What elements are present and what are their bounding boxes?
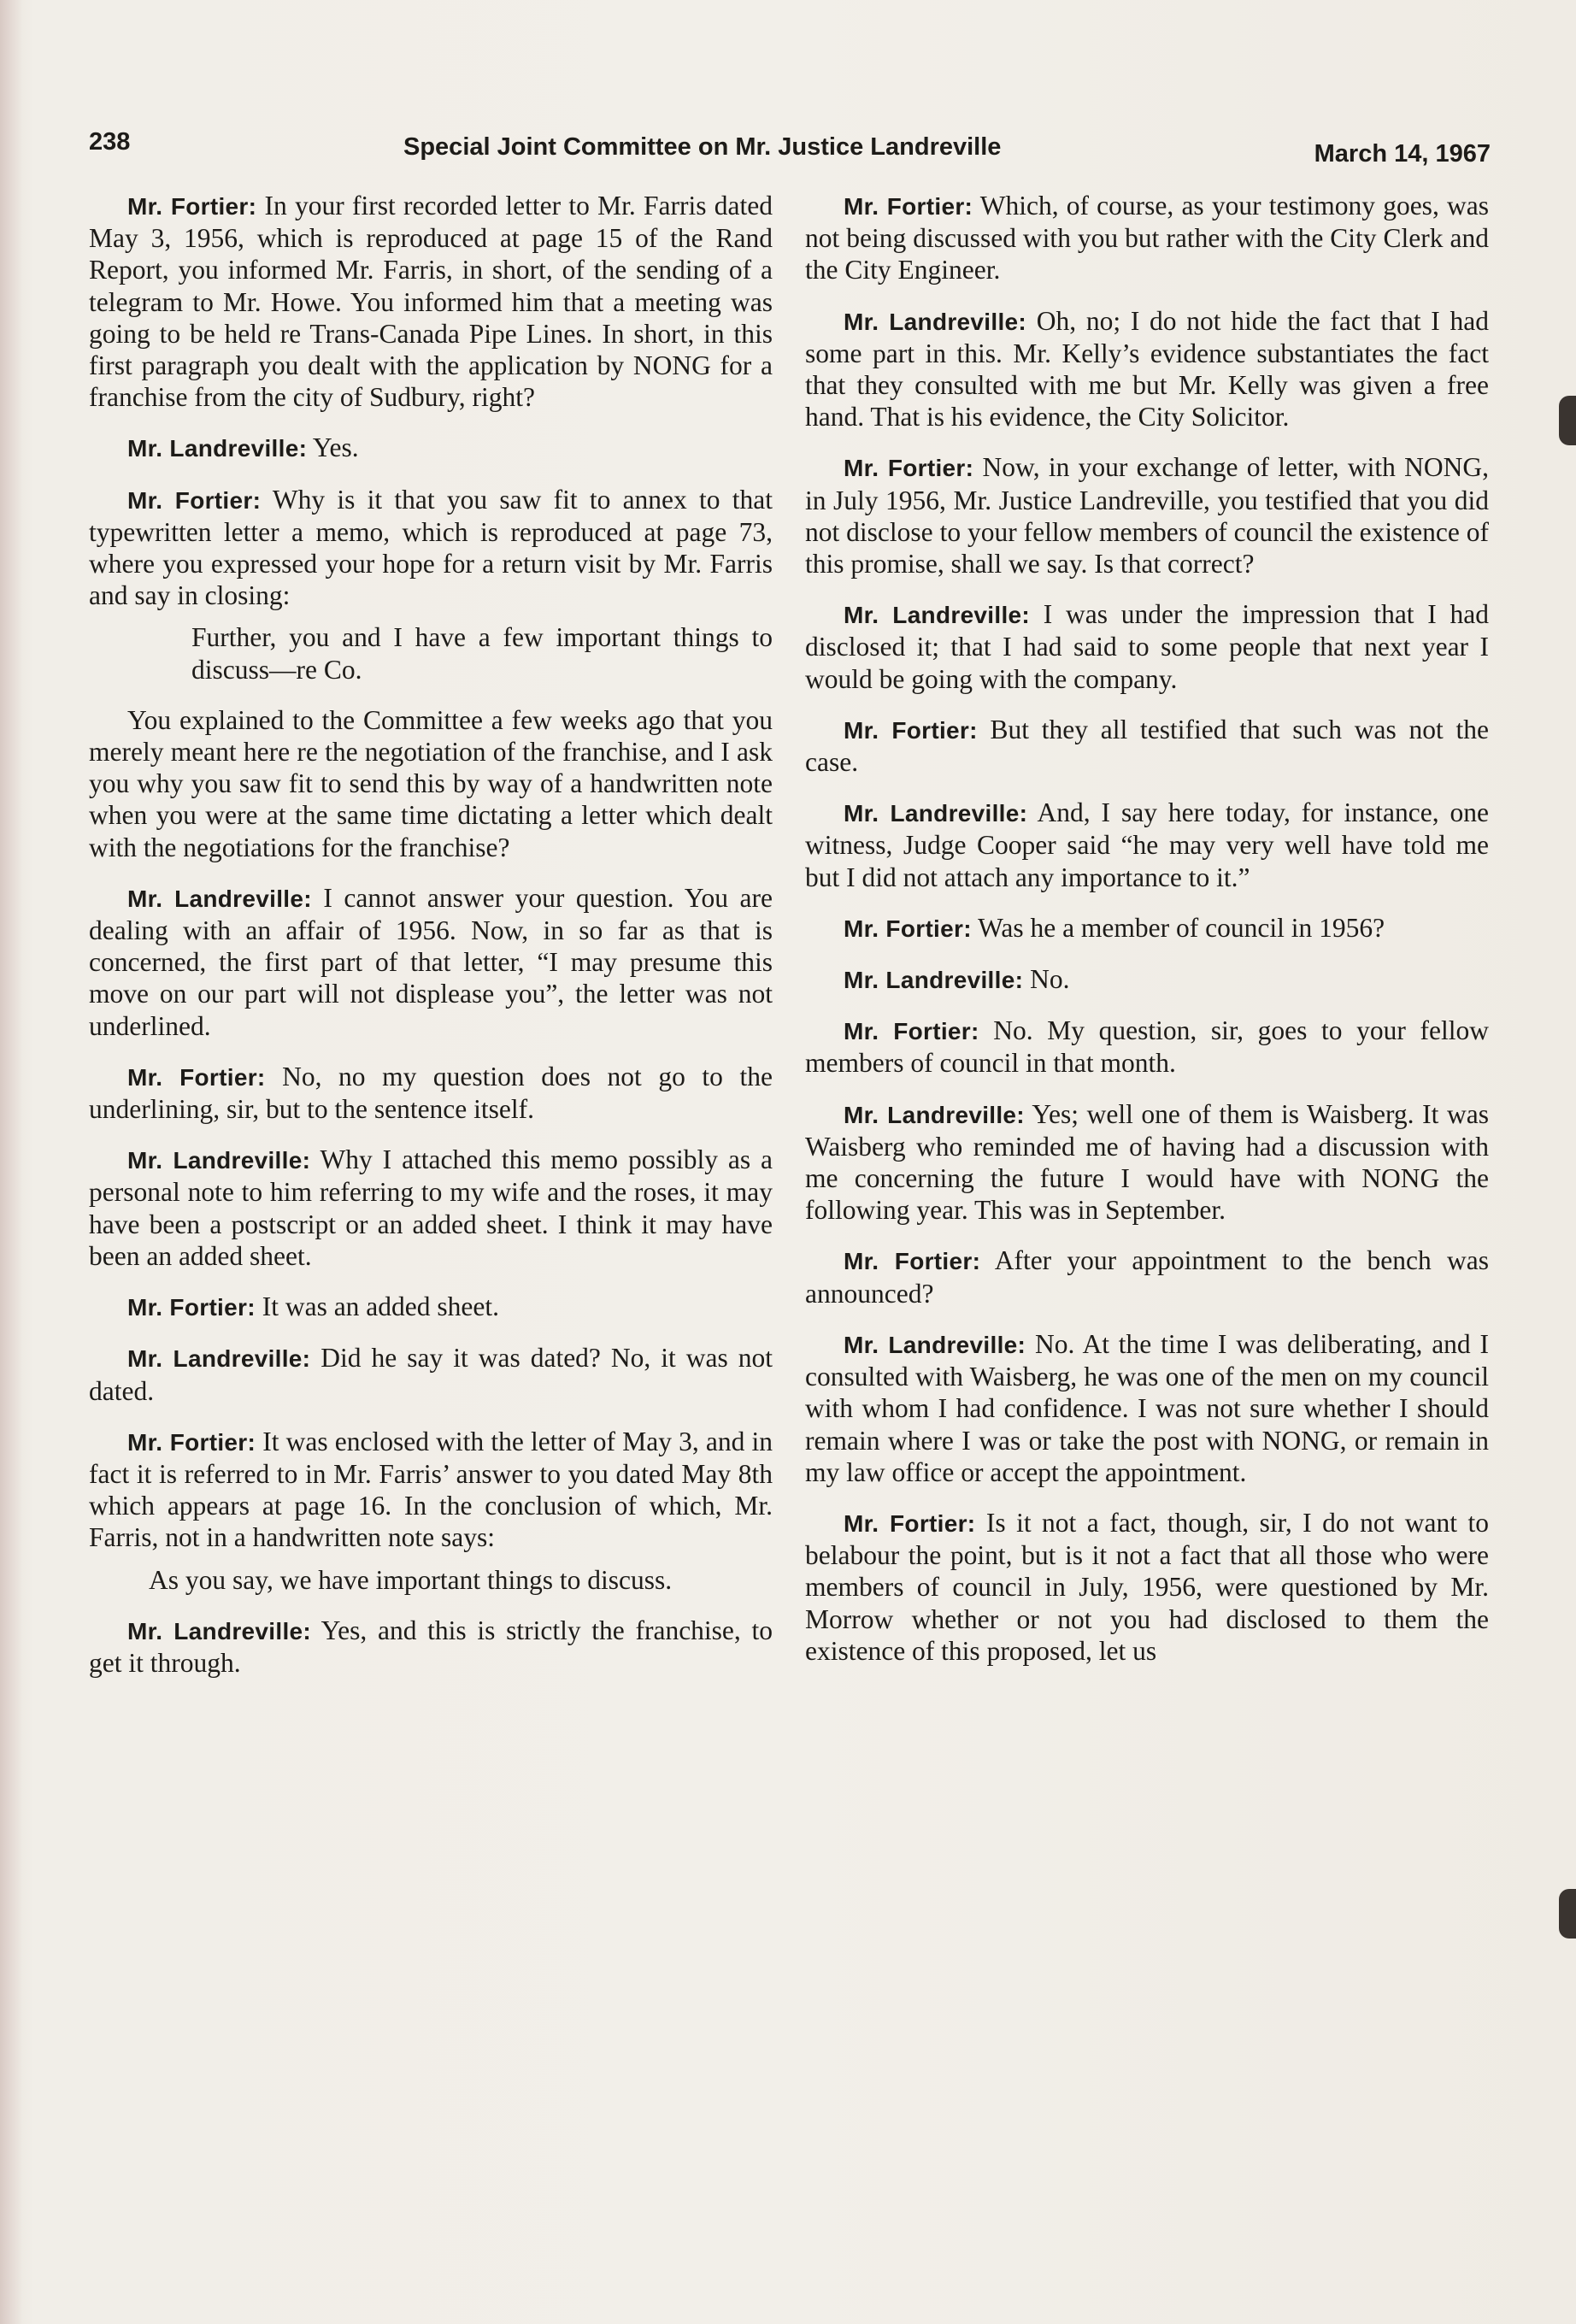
paragraph-text: It was an added sheet. — [255, 1291, 499, 1322]
paragraph-text: It was enclosed with the letter of May 3, and in fact it is referred to in Mr. Farris’ answer to you dated May 8th which appears at page 16. In the conclusion of which, Mr. Farris, not in a handwritten note says: — [89, 1426, 773, 1553]
binder-clip-bottom — [1559, 1889, 1576, 1939]
paragraph-text: Oh, no; I do not hide the fact that I had some part in this. Mr. Kelly’s evidence substantiates the fact that they consulted with me but Mr. Kelly was given a free hand. That is his evidence, the City Solicitor. — [805, 305, 1489, 432]
paragraph — [805, 305, 1489, 433]
paragraph — [89, 1342, 773, 1406]
paragraph-text: I cannot answer your question. You are dealing with an affair of 1956. Now, in so far as that is concerned, the first part of that letter, “I may presume this move on our part will not displease you”, the letter was not underlined. — [89, 882, 773, 1041]
running-title: Special Joint Committee on Mr. Justice Landreville — [403, 133, 1002, 161]
speaker-label: Mr. Fortier: — [127, 193, 257, 220]
block-quote — [89, 1564, 773, 1596]
paragraph — [805, 1244, 1489, 1309]
paragraph-text: No. At the time I was deliberating, and I consulted with Waisberg, he was one of the men on my council with whom I had confidence. I was not sure whether I should remain where I was or take the post with NONG, or remain in my law office or accept the appointment. — [805, 1328, 1489, 1487]
paragraph-text: Which, of course, as your testimony goes, was not being discussed with you but rather with the City Clerk and the City Engineer. — [805, 191, 1489, 285]
paragraph-text: Yes. — [307, 432, 359, 463]
left-column — [89, 190, 773, 1697]
speaker-label: Mr. Fortier: — [844, 1509, 976, 1537]
paragraph-text: No. My question, sir, goes to your fellow members of council in that month. — [805, 1015, 1489, 1079]
paragraph — [805, 912, 1489, 944]
speaker-label: Mr. Fortier: — [844, 915, 972, 942]
paragraph-text: Yes, and this is strictly the franchise, to get it through. — [89, 1615, 773, 1678]
paragraph — [805, 714, 1489, 778]
speaker-label: Mr. Landreville: — [844, 602, 1031, 629]
speaker-label: Mr. Landreville: — [844, 1101, 1025, 1128]
binding-edge — [0, 0, 22, 2324]
speaker-label: Mr. Fortier: — [127, 1063, 266, 1091]
paragraph — [805, 190, 1489, 286]
paragraph — [89, 432, 773, 464]
binder-clip-top — [1559, 396, 1576, 445]
paragraph — [805, 1328, 1489, 1488]
speaker-label: Mr. Fortier: — [127, 1428, 256, 1456]
paragraph-text: Is it not a fact, though, sir, I do not want to belabour the point, but is it not a fact that all those who were members of council in July, 1956, were questioned by Mr. Morrow whether or not you had disclosed to them the existence of this proposed, let us — [805, 1507, 1489, 1666]
quote-text: As you say, we have important things to discuss. — [149, 1564, 673, 1595]
speaker-label: Mr. Landreville: — [844, 967, 1024, 994]
speaker-label: Mr. Fortier: — [127, 486, 262, 514]
paragraph-text: In your first recorded letter to Mr. Farris dated May 3, 1956, which is reproduced at page 15 of the Rand Report, you informed Mr. Farris, in short, of the sending of a telegram to Mr. Howe. You informed him that a meeting was going to be held re Trans-Canada Pipe Lines. In short, in this first paragraph you dealt with the application by NONG for a franchise from the city of Sudbury, right? — [89, 191, 773, 413]
paragraph — [805, 963, 1489, 996]
paragraph-text: Was he a member of council in 1956? — [971, 912, 1385, 943]
paragraph — [89, 484, 773, 612]
speaker-label: Mr. Landreville: — [127, 1147, 311, 1174]
speaker-label: Mr. Landreville: — [127, 435, 308, 462]
paragraph-text: But they all testified that such was not the case. — [805, 714, 1489, 778]
block-quote — [89, 621, 773, 685]
speaker-label: Mr. Fortier: — [844, 193, 973, 220]
paragraph — [89, 1291, 773, 1323]
speaker-label: Mr. Landreville: — [844, 308, 1027, 335]
paragraph — [805, 1015, 1489, 1079]
page-number: 238 — [89, 128, 131, 156]
speaker-label: Mr. Fortier: — [844, 455, 974, 482]
paragraph — [89, 1061, 773, 1125]
paragraph-text: Why is it that you saw fit to annex to that typewritten letter a memo, which is reproduced at page 73, where you expressed your hope for a return visit by Mr. Farris and say in closing: — [89, 484, 773, 611]
paragraph — [89, 1615, 773, 1679]
speaker-label: Mr. Fortier: — [844, 1248, 981, 1275]
paragraph — [805, 598, 1489, 695]
paragraph-text: You explained to the Committee a few weeks ago that you merely meant here re the negotiation of the franchise, and I ask you why you saw fit to send this by way of a handwritten note when you were at the same time dictating a letter which dealt with the negotiations for the franchise? — [89, 704, 773, 862]
paragraph-text: And, I say here today, for instance, one witness, Judge Cooper said “he may very well have told me but I did not attach any importance to it.” — [805, 797, 1489, 892]
speaker-label: Mr. Landreville: — [844, 800, 1028, 827]
paragraph — [89, 882, 773, 1042]
paragraph-text: Yes; well one of them is Waisberg. It was Waisberg who reminded me of having had a discussion with me concerning the future I would have with NONG the following year. This was in September. — [805, 1098, 1489, 1226]
paragraph-text: After your appointment to the bench was announced? — [805, 1245, 1489, 1309]
paragraph — [89, 1144, 773, 1272]
paragraph-text: Why I attached this memo possibly as a personal note to him referring to my wife and the roses, it may have been a postscript or an added sheet. I think it may have been an added sheet. — [89, 1144, 773, 1271]
paragraph — [805, 1507, 1489, 1667]
header-date: March 14, 1967 — [1314, 140, 1491, 168]
speaker-label: Mr. Fortier: — [844, 1018, 979, 1045]
paragraph-text: Now, in your exchange of letter, with NONG, in July 1956, Mr. Justice Landreville, you testified that you did not disclose to your fellow members of council the existence of this promise, shall we say. Is that correct? — [805, 452, 1489, 580]
speaker-label: Mr. Fortier: — [127, 1294, 256, 1321]
paragraph — [805, 451, 1489, 580]
speaker-label: Mr. Landreville: — [844, 1331, 1026, 1358]
speaker-label: Mr. Landreville: — [127, 1617, 312, 1644]
speaker-label: Mr. Landreville: — [127, 885, 312, 912]
paragraph — [89, 704, 773, 863]
speaker-label: Mr. Fortier: — [844, 716, 978, 744]
running-header — [89, 128, 1491, 171]
paragraph-text: I was under the impression that I had disclosed it; that I had said to some people that next year I would be going with the company. — [805, 599, 1489, 694]
paragraph-text: Did he say it was dated? No, it was not dated. — [89, 1343, 773, 1406]
paragraph — [89, 1426, 773, 1554]
paragraph — [805, 797, 1489, 893]
quote-text: Further, you and I have a few important things to discuss—re Co. — [191, 622, 773, 685]
paragraph — [89, 190, 773, 413]
paragraph-text: No, no my question does not go to the underlining, sir, but to the sentence itself. — [89, 1061, 773, 1125]
speaker-label: Mr. Landreville: — [127, 1345, 311, 1373]
right-column — [805, 190, 1489, 1686]
paragraph-text: No. — [1023, 964, 1070, 995]
paragraph — [805, 1098, 1489, 1227]
